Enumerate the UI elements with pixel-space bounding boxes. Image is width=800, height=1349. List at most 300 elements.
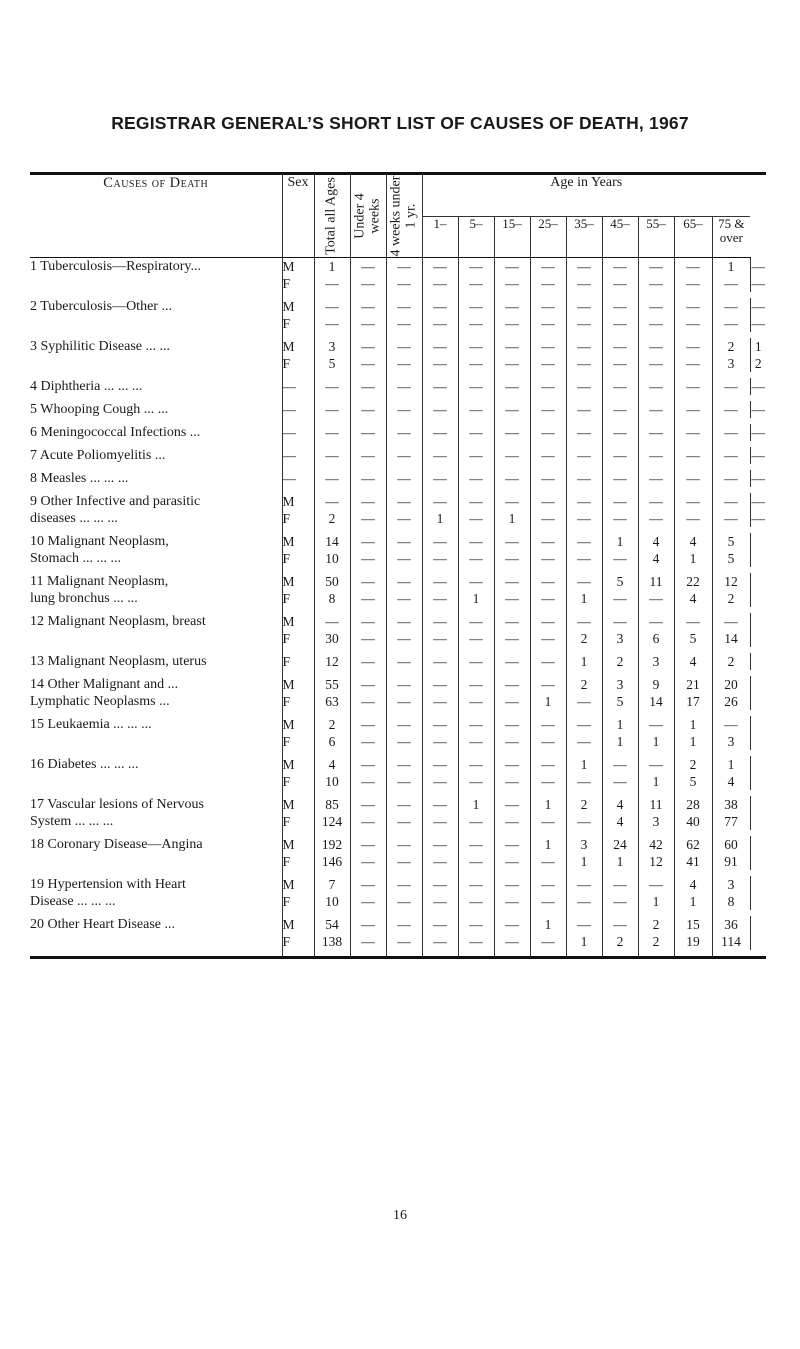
cell-value: — — [397, 934, 411, 949]
data-cell — [638, 533, 674, 567]
data-cell — [530, 447, 566, 464]
data-cell — [314, 378, 350, 395]
header-total: Total all Ages — [314, 174, 350, 258]
cell-value: 1 — [544, 917, 552, 932]
cell-value: 4 — [689, 591, 697, 606]
data-cell — [530, 836, 566, 870]
sex-value: F — [282, 774, 291, 789]
data-cell — [458, 613, 494, 647]
data-cell — [494, 716, 530, 750]
cell-value: — — [469, 425, 483, 440]
data-cell — [750, 653, 766, 670]
cell-value — [751, 733, 766, 750]
cell-value: — — [469, 854, 483, 869]
header-age-col: 35– — [566, 216, 602, 258]
cause-label-line: System ... ... ... — [30, 814, 114, 829]
cell-value: — — [613, 894, 627, 909]
data-cell — [750, 447, 766, 464]
cell-value: 36 — [724, 917, 738, 932]
data-cell — [350, 613, 386, 647]
cell-value: — — [577, 551, 591, 566]
cell-value: — — [577, 694, 591, 709]
data-cell — [674, 470, 712, 487]
cell-value: 124 — [321, 814, 343, 829]
cell-value: — — [724, 402, 738, 417]
cell-value: 6 — [652, 631, 660, 646]
cell-value: — — [397, 854, 411, 869]
data-cell — [386, 401, 422, 418]
cause-label — [30, 676, 282, 710]
cell-value: — — [433, 402, 447, 417]
data-cell — [350, 756, 386, 790]
cause-label-line: 8 Measles ... ... ... — [30, 471, 129, 486]
cell-value: — — [397, 734, 411, 749]
cell-value: — — [397, 471, 411, 486]
cell-value: — — [505, 339, 519, 354]
cell-value: — — [751, 494, 766, 509]
cause-label-line: lung bronchus ... ... — [30, 591, 138, 606]
cell-value: — — [361, 379, 375, 394]
data-cell — [638, 298, 674, 332]
data-cell — [422, 493, 458, 527]
cell-value: 1 — [689, 734, 697, 749]
cell-value: — — [361, 574, 375, 589]
cell-value: — — [397, 425, 411, 440]
cell-value: — — [325, 425, 339, 440]
cell-value: — — [469, 276, 483, 291]
cell-value — [751, 893, 766, 910]
cell-value: — — [613, 259, 627, 274]
sex-value: M — [282, 797, 295, 812]
data-cell — [750, 470, 766, 487]
cause-label-line: 11 Malignant Neoplasm, — [30, 574, 169, 589]
data-cell — [566, 756, 602, 790]
cause-label — [30, 796, 282, 830]
data-cell — [750, 916, 766, 950]
data-cell — [422, 916, 458, 950]
cell-value: — — [361, 757, 375, 772]
data-cell — [422, 533, 458, 567]
cell-value: — — [724, 717, 738, 732]
cell-value: 11 — [649, 574, 663, 589]
cell-value: — — [433, 757, 447, 772]
cell-value: — — [361, 837, 375, 852]
cell-value: 8 — [727, 894, 735, 909]
data-cell — [314, 401, 350, 418]
cell-value: — — [613, 425, 627, 440]
cell-value: — — [649, 591, 663, 606]
sex-cell — [282, 613, 314, 647]
cell-value: — — [686, 448, 700, 463]
cell-value: 146 — [321, 854, 343, 869]
sex-cell — [282, 573, 314, 607]
cell-value: — — [469, 511, 483, 526]
cell-value — [751, 573, 766, 590]
cell-value: — — [433, 379, 447, 394]
cell-value: 41 — [686, 854, 700, 869]
cell-value: — — [397, 814, 411, 829]
data-cell — [566, 378, 602, 395]
cause-label-line: 12 Malignant Neoplasm, breast — [30, 614, 206, 629]
sex-value: M — [282, 534, 295, 549]
cell-value: — — [433, 494, 447, 509]
cell-value: — — [361, 259, 375, 274]
cell-value: 1 — [328, 259, 336, 274]
cell-value: — — [541, 894, 555, 909]
cell-value: — — [505, 471, 519, 486]
cell-value: — — [361, 316, 375, 331]
sex-value: F — [282, 551, 291, 566]
cell-value: — — [577, 259, 591, 274]
cell-value: 5 — [727, 534, 735, 549]
cell-value: 4 — [727, 774, 735, 789]
cell-value: 114 — [721, 934, 741, 949]
cell-value: 63 — [325, 694, 339, 709]
cell-value: 60 — [724, 837, 738, 852]
cell-value — [751, 550, 766, 567]
cell-value: — — [577, 276, 591, 291]
cell-value: — — [469, 339, 483, 354]
cell-value: — — [613, 494, 627, 509]
cell-value: — — [505, 854, 519, 869]
table-row — [30, 916, 766, 950]
cell-value: — — [433, 877, 447, 892]
cell-value — [751, 693, 766, 710]
cell-value: 55 — [325, 677, 339, 692]
table-row — [30, 401, 766, 418]
cell-value: 24 — [613, 837, 627, 852]
cell-value: — — [751, 258, 766, 274]
cell-value: — — [751, 425, 766, 440]
data-cell — [458, 916, 494, 950]
cell-value: — — [751, 275, 766, 291]
cell-value: 3 — [652, 654, 660, 669]
cause-label-line: 3 Syphilitic Disease ... ... — [30, 339, 170, 354]
cell-value: — — [541, 631, 555, 646]
cell-value: — — [613, 917, 627, 932]
cell-value: — — [361, 276, 375, 291]
cell-value: — — [541, 854, 555, 869]
data-cell — [494, 533, 530, 567]
cell-value — [751, 796, 766, 813]
cell-value: — — [541, 425, 555, 440]
data-cell — [674, 424, 712, 441]
sex-cell — [282, 836, 314, 870]
cell-value — [751, 853, 766, 870]
cell-value: — — [686, 356, 700, 371]
data-cell — [458, 338, 494, 372]
data-cell — [638, 836, 674, 870]
sex-cell — [282, 493, 314, 527]
sex-cell — [282, 298, 314, 332]
cell-value: — — [541, 814, 555, 829]
data-cell — [750, 876, 766, 910]
table-row — [30, 876, 766, 910]
table-row — [30, 493, 766, 527]
cell-value: 1 — [544, 694, 552, 709]
cell-value: — — [541, 494, 555, 509]
data-cell — [674, 338, 712, 372]
cell-value: — — [751, 316, 766, 331]
sex-cell — [282, 533, 314, 567]
data-cell — [566, 836, 602, 870]
data-cell — [458, 447, 494, 464]
data-cell — [750, 716, 766, 750]
cell-value: — — [469, 448, 483, 463]
cell-value: 8 — [328, 591, 336, 606]
cell-value: — — [397, 877, 411, 892]
cell-value: — — [686, 402, 700, 417]
data-cell — [386, 796, 422, 830]
data-cell — [458, 756, 494, 790]
table-row — [30, 676, 766, 710]
cause-label-line: 15 Leukaemia ... ... ... — [30, 717, 152, 732]
data-cell — [602, 470, 638, 487]
cell-value: 1 — [689, 551, 697, 566]
cell-value: — — [505, 757, 519, 772]
cell-value: 28 — [686, 797, 700, 812]
cell-value: — — [505, 551, 519, 566]
cell-value: — — [397, 402, 411, 417]
cell-value: — — [724, 299, 738, 314]
sex-value: F — [282, 276, 291, 291]
cell-value: — — [541, 717, 555, 732]
data-cell — [422, 401, 458, 418]
sex-value: F — [282, 511, 291, 526]
cause-label — [30, 258, 282, 293]
data-cell — [566, 447, 602, 464]
cause-label-line: 4 Diphtheria ... ... ... — [30, 379, 143, 394]
sex-value: M — [282, 614, 295, 629]
data-cell — [458, 378, 494, 395]
cell-value: — — [649, 471, 663, 486]
cause-label-line: 9 Other Infective and parasitic — [30, 494, 201, 509]
data-cell — [674, 298, 712, 332]
cell-value: — — [361, 894, 375, 909]
sex-cell — [282, 424, 314, 441]
data-cell — [458, 424, 494, 441]
data-cell — [674, 493, 712, 527]
cell-value: — — [613, 511, 627, 526]
cell-value — [751, 916, 766, 933]
cell-value: 5 — [727, 551, 735, 566]
data-cell — [602, 573, 638, 607]
sex-value: M — [282, 574, 295, 589]
cell-value: — — [397, 614, 411, 629]
cause-label-line: 10 Malignant Neoplasm, — [30, 534, 169, 549]
cell-value: 26 — [724, 694, 738, 709]
sex-cell — [282, 447, 314, 464]
header-causes: Causes of Death — [30, 174, 282, 258]
cause-label — [30, 836, 282, 870]
data-cell — [314, 613, 350, 647]
data-cell — [386, 836, 422, 870]
cell-value: 1 — [580, 654, 588, 669]
cell-value: — — [724, 511, 738, 526]
data-cell — [712, 573, 750, 607]
data-cell — [674, 378, 712, 395]
data-cell — [422, 756, 458, 790]
cell-value: — — [361, 934, 375, 949]
data-cell — [530, 258, 566, 293]
cell-value: 1 — [544, 837, 552, 852]
cell-value: — — [433, 694, 447, 709]
data-cell — [566, 716, 602, 750]
data-cell — [674, 401, 712, 418]
cell-value: — — [613, 402, 627, 417]
sex-value: M — [282, 259, 295, 274]
data-cell — [350, 796, 386, 830]
data-cell — [386, 470, 422, 487]
cell-value: — — [433, 316, 447, 331]
data-cell — [458, 653, 494, 670]
cell-value: — — [686, 471, 700, 486]
sex-value: F — [282, 894, 291, 909]
cell-value: — — [397, 574, 411, 589]
cell-value: — — [469, 917, 483, 932]
data-cell — [422, 653, 458, 670]
cell-value: — — [361, 425, 375, 440]
cell-value: 38 — [724, 797, 738, 812]
cell-value: 138 — [321, 934, 343, 949]
cell-value: — — [577, 774, 591, 789]
cell-value: — — [361, 551, 375, 566]
cell-value: — — [325, 471, 339, 486]
cell-value: 2 — [580, 631, 588, 646]
cell-value: 2 — [616, 934, 624, 949]
cause-label — [30, 653, 282, 670]
cell-value: 1 — [472, 591, 480, 606]
cell-value: — — [577, 316, 591, 331]
cell-value: — — [325, 379, 339, 394]
cell-value: 4 — [616, 814, 624, 829]
data-cell — [530, 298, 566, 332]
cell-value: — — [724, 448, 738, 463]
data-cell — [530, 493, 566, 527]
data-cell — [458, 573, 494, 607]
header-age-col: 25– — [530, 216, 566, 258]
cell-value: — — [469, 551, 483, 566]
cell-value: 62 — [686, 837, 700, 852]
data-cell — [458, 836, 494, 870]
cell-value — [751, 876, 766, 893]
data-cell — [602, 876, 638, 910]
cause-label — [30, 613, 282, 647]
sex-value: M — [282, 494, 295, 509]
data-cell — [712, 533, 750, 567]
cell-value: — — [613, 339, 627, 354]
cell-value: — — [613, 877, 627, 892]
cell-value: — — [433, 917, 447, 932]
data-cell — [638, 916, 674, 950]
cell-value: — — [397, 717, 411, 732]
data-cell — [674, 573, 712, 607]
cell-value: 7 — [328, 877, 336, 892]
cell-value: — — [613, 299, 627, 314]
data-cell — [712, 796, 750, 830]
cell-value: — — [397, 757, 411, 772]
data-cell — [314, 470, 350, 487]
data-cell — [458, 796, 494, 830]
data-cell — [566, 916, 602, 950]
cause-label-line: 14 Other Malignant and ... — [30, 677, 179, 692]
cell-value: — — [751, 448, 766, 463]
data-cell — [750, 756, 766, 790]
cell-value: — — [751, 379, 766, 394]
cell-value: 10 — [325, 774, 339, 789]
cell-value: — — [361, 877, 375, 892]
data-cell — [458, 298, 494, 332]
sex-value: M — [282, 717, 295, 732]
sex-value: M — [282, 837, 295, 852]
data-cell — [566, 338, 602, 372]
cell-value: 9 — [652, 677, 660, 692]
cell-value: — — [649, 356, 663, 371]
data-cell — [458, 716, 494, 750]
cell-value: — — [469, 259, 483, 274]
cell-value: — — [577, 425, 591, 440]
data-cell — [712, 756, 750, 790]
data-cell — [422, 298, 458, 332]
cell-value: — — [469, 877, 483, 892]
data-cell — [638, 653, 674, 670]
cell-value: 2 — [328, 511, 336, 526]
cell-value: 1 — [689, 894, 697, 909]
data-cell — [566, 653, 602, 670]
cell-value: — — [361, 448, 375, 463]
data-cell — [638, 470, 674, 487]
cell-value: 30 — [325, 631, 339, 646]
data-cell — [712, 258, 750, 293]
table-row — [30, 470, 766, 487]
cell-value: 1 — [580, 854, 588, 869]
data-cell — [458, 493, 494, 527]
cell-value: — — [613, 316, 627, 331]
data-cell — [712, 836, 750, 870]
cell-value: — — [751, 299, 766, 314]
cell-value: — — [613, 551, 627, 566]
data-cell — [350, 258, 386, 293]
data-cell — [602, 676, 638, 710]
cell-value: — — [613, 614, 627, 629]
data-cell — [350, 338, 386, 372]
data-cell — [638, 716, 674, 750]
data-cell — [530, 916, 566, 950]
sex-value: F — [282, 694, 291, 709]
cell-value: — — [433, 774, 447, 789]
cell-value: — — [686, 425, 700, 440]
cell-value: — — [541, 877, 555, 892]
data-cell — [674, 533, 712, 567]
cell-value: — — [577, 894, 591, 909]
cell-value: — — [433, 854, 447, 869]
cell-value: 20 — [724, 677, 738, 692]
data-cell — [602, 424, 638, 441]
data-cell — [530, 378, 566, 395]
data-cell — [566, 493, 602, 527]
cause-label-line: 1 Tuberculosis—Respiratory... — [30, 259, 201, 274]
sex-cell — [282, 796, 314, 830]
data-cell — [750, 424, 766, 441]
data-cell — [602, 401, 638, 418]
cell-value: 1 — [616, 734, 624, 749]
cell-value: — — [724, 471, 738, 486]
cell-value: — — [469, 534, 483, 549]
cell-value: — — [397, 797, 411, 812]
data-cell — [638, 493, 674, 527]
cell-value: — — [469, 316, 483, 331]
cell-value: — — [469, 402, 483, 417]
